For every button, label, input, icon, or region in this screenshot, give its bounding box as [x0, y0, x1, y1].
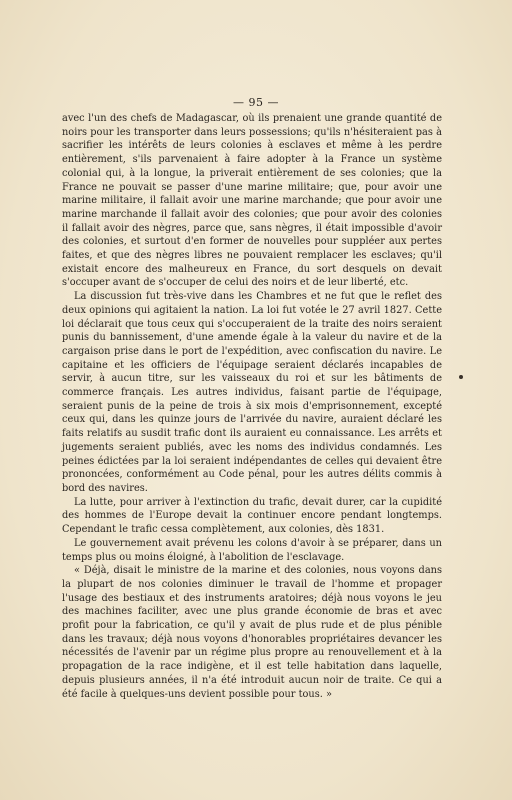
body-text: [62, 112, 442, 701]
page-number: — 95 —: [233, 96, 279, 109]
paragraph-2: La discussion fut très-vive dans les Chambres et ne fut que le reflet des deux opinions qui agitaient la nation. La loi fut votée le 27 avril 1827. Cette loi déclarait que tous ceux qui s'occuperaient de la traite des noirs seraient punis du bannissement, d'une amende égale à la valeur du navire et de la cargaison prise dans le port de l'expédition, avec confiscation du navire. Le capitaine et les officiers de l'équipage seraient déclarés incapables de servir, à aucun titre, sur les vaisseaux du roi et sur les bâtiments de commerce français. Les autres individus, faisant partie de l'équipage, seraient punis de la peine de trois à six mois d'emprisonnement, excepté ceux qui, dans les quinze jours de l'arrivée du navire, auraient déclaré les faits relatifs au susdit trafic dont ils auraient eu connaissance. Les arrêts et jugements seraient publiés, avec les noms des individus condamnés. Les peines édictées par la loi seraient indépendantes de celles qui devaient être prononcées, conformément au Code pénal, pour les autres délits commis à bord des navires.: [62, 291, 442, 494]
paragraph-5: « Déjà, disait le ministre de la marine et des colonies, nous voyons dans la plupart de nos colonies diminuer le travail de l'homme et propager l'usage des bestiaux et des instruments aratoires; déjà nous voyons le jeu des machines faciliter, avec une plus grande économie de bras et avec profit pour la fabrication, ce qu'il y avait de plus rude et de plus pénible dans les travaux; déjà nous voyons d'honorables propriétaires devancer les nécessités de l'avenir par un régime plus propre au renouvellement et à la propagation de la race indigène, et il est telle habitation dans laquelle, depuis plusieurs années, il n'a été introduit aucun noir de traite. Ce qui a été facile à quelques-uns devient possible pour tous. »: [62, 565, 442, 700]
ink-speck: [459, 375, 463, 379]
paragraph-1: avec l'un des chefs de Madagascar, où ils prenaient une grande quantité de noirs pour les transporter dans leurs possessions; qu'ils n'hésiteraient pas à sacrifier les intérêts de leurs colonies à esclaves et même à les perdre entièrement, s'ils parvenaient à faire adopter à la France un système colonial qui, à la longue, la priverait entièrement de ses colonies; que la France ne pouvait se passer d'une marine militaire; que, pour avoir une marine militaire, il fallait avoir une marine marchande; que pour avoir une marine marchande il fallait avoir des colonies; que pour avoir des colonies il fallait avoir des nègres, parce que, sans nègres, il était impossible d'avoir des colonies, et surtout d'en former de nouvelles pour suppléer aux pertes faites, et que des nègres libres ne pouvaient remplacer les esclaves; qu'il existait encore des malheureux en France, du sort desquels on devait s'occuper avant de s'occuper de celui des noirs et de leur liberté, etc.: [62, 113, 442, 289]
paragraph-4: Le gouvernement avait prévenu les colons d'avoir à se préparer, dans un temps plus ou moins éloigné, à l'abolition de l'esclavage.: [62, 537, 442, 563]
paragraph-3: La lutte, pour arriver à l'extinction du trafic, devait durer, car la cupidité des hommes de l'Europe devait la continuer encore pendant longtemps. Cependant le trafic cessa complètement, aux colonies, dès 1831.: [62, 496, 442, 536]
